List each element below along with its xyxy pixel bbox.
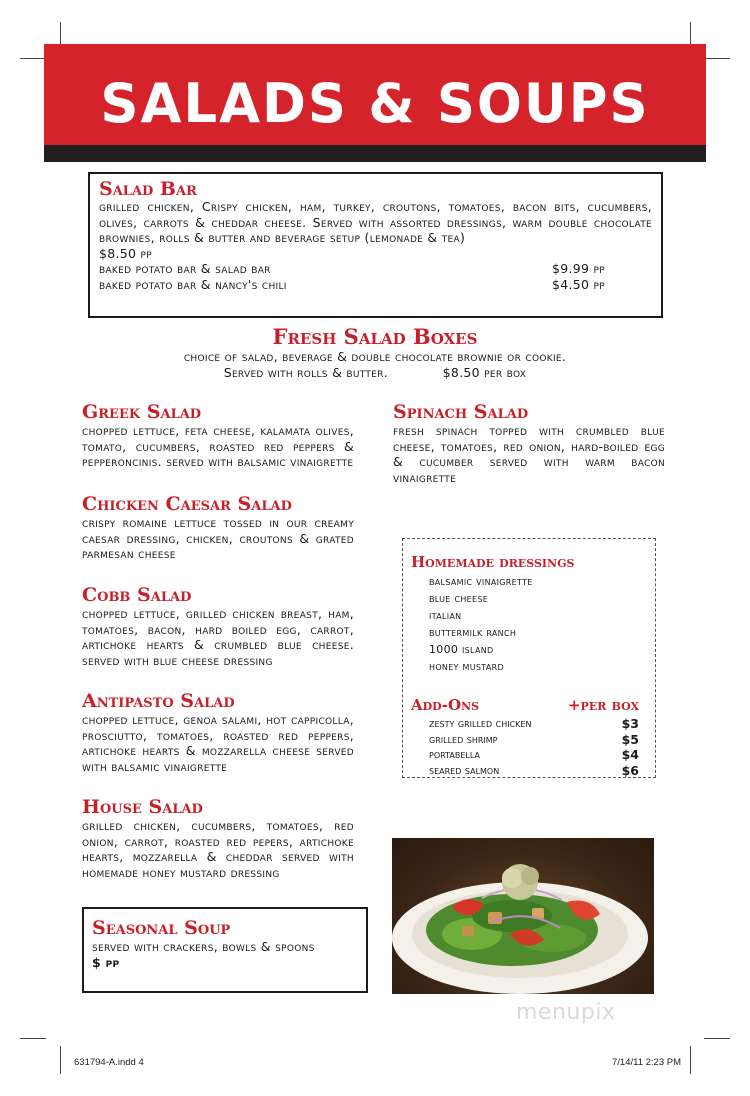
spinach-salad-title: Spinach Salad [393, 401, 529, 423]
dressing-item: honey mustard [429, 660, 504, 673]
option-label: baked potato bar & nancy's chili [99, 276, 287, 292]
dressings-title: Homemade dressings [411, 553, 575, 571]
addon-item [429, 763, 645, 779]
caesar-salad-section [82, 493, 354, 562]
crop-mark [690, 1046, 691, 1074]
fresh-boxes-line1: choice of salad, beverage & double chocolate brownie or cookie. [183, 349, 567, 364]
fresh-boxes-price: $8.50 per box [442, 364, 527, 380]
addon-price: $4 [621, 747, 639, 762]
antipasto-salad-section [82, 690, 354, 774]
dressing-item: balsamic vinaigrette [429, 575, 533, 588]
addon-label: seared salmon [429, 763, 500, 777]
salad-photo [392, 838, 654, 994]
seasonal-soup-box [82, 907, 368, 993]
soup-desc: served with crackers, bowls & spoons [92, 939, 315, 954]
addon-item [429, 716, 645, 732]
salad-bar-option [99, 277, 652, 293]
crop-mark [20, 1038, 46, 1039]
spinach-salad-section [393, 401, 665, 485]
addon-label: grilled shrimp [429, 732, 498, 746]
greek-salad-title: Greek Salad [82, 401, 202, 423]
addon-item [429, 732, 645, 748]
house-salad-title: House Salad [82, 796, 203, 818]
addons-title: Add-Ons [411, 696, 480, 714]
caesar-salad-title: Chicken Caesar Salad [82, 493, 292, 515]
fresh-boxes-info [0, 349, 750, 380]
crop-mark [60, 1046, 61, 1074]
addon-price: $5 [621, 731, 639, 747]
antipasto-salad-title: Antipasto Salad [82, 690, 235, 712]
antipasto-salad-desc: chopped lettuce, genoa salami, hot cappicolla, prosciutto, tomatoes, roasted red peppers, artichoke hearts & mozzarella cheese served with balsamic vinaigrette [82, 712, 354, 774]
page-title: SALADS & SOUPS [100, 72, 650, 135]
dressing-item: 1000 island [429, 643, 494, 656]
crop-mark [704, 1038, 730, 1039]
dressings-list [429, 573, 645, 675]
salad-bar-description: grilled chicken, Crispy chicken, ham, turkey, croutons, tomatoes, bacon bits, cucumbers, olives, carrots & cheddar cheese. Served with assorted dressings, warm double chocolate brownies, rolls & butter and beverage setup (lemonade & tea) [99, 199, 652, 246]
option-price: $4.50 pp [552, 276, 606, 292]
fresh-boxes-title: Fresh Salad Boxes [272, 324, 478, 349]
soup-price: $ pp [92, 954, 120, 970]
cobb-salad-section [82, 584, 354, 668]
crop-mark [20, 58, 46, 59]
house-salad-section [82, 796, 354, 880]
caesar-salad-desc: crispy romaine lettuce tossed in our creamy caesar dressing, chicken, croutons & grated parmesan cheese [82, 515, 354, 562]
fresh-boxes-served: Served with rolls & butter. [223, 364, 389, 380]
option-price: $9.99 pp [552, 261, 606, 277]
greek-salad-desc: chopped lettuce, feta cheese, kalamata olives, tomato, cucumbers, roasted red peppers & pepperoncinis. served with balsamic vinaigrette [82, 423, 354, 470]
addon-item [429, 747, 645, 763]
house-salad-desc: grilled chicken, cucumbers, tomatoes, red onion, carrot, roasted red pepers, artichoke hearts, mozzarella & cheddar served with homemade honey mustard dressing [82, 818, 354, 880]
dressing-item: blue cheese [429, 592, 489, 605]
addon-price: $6 [621, 762, 639, 778]
header-strip [44, 145, 706, 162]
salad-bar-option [99, 261, 652, 277]
cobb-salad-desc: chopped lettuce, grilled chicken breast, ham, tomatoes, bacon, hard boiled egg, carrot, artichoke hearts & crumbled blue cheese. served with blue cheese dressing [82, 606, 354, 668]
dressing-item: buttermilk ranch [429, 626, 517, 639]
watermark: menupix [516, 1000, 616, 1025]
addon-price: $3 [621, 716, 639, 731]
crop-mark [704, 58, 730, 59]
addons-unit: +per box [567, 696, 639, 714]
cobb-salad-title: Cobb Salad [82, 584, 192, 606]
greek-salad-section [82, 401, 354, 470]
salad-bar-title: Salad Bar [99, 178, 197, 200]
addons-header [411, 697, 645, 714]
spinach-salad-desc: fresh spinach topped with crumbled blue cheese, tomatoes, red onion, hard-boiled egg & cucumber served with warm bacon vinaigrette [393, 423, 665, 485]
addon-label: zesty grilled chicken [429, 717, 532, 730]
fresh-boxes-line2 [0, 365, 750, 381]
addons-list [429, 716, 645, 778]
salad-bowl-image [392, 838, 654, 994]
salad-bar-price: $8.50 pp [99, 245, 153, 261]
footer-filename: 631794-A.indd 4 [74, 1057, 144, 1068]
dressing-item: italian [429, 609, 462, 622]
footer-date: 7/14/11 2:23 PM [612, 1057, 682, 1068]
option-label: baked potato bar & salad bar [99, 261, 271, 277]
salad-bar-box [88, 172, 663, 318]
addon-label: portabella [429, 748, 480, 761]
soup-title: Seasonal Soup [92, 917, 231, 939]
dressings-box [402, 538, 656, 778]
